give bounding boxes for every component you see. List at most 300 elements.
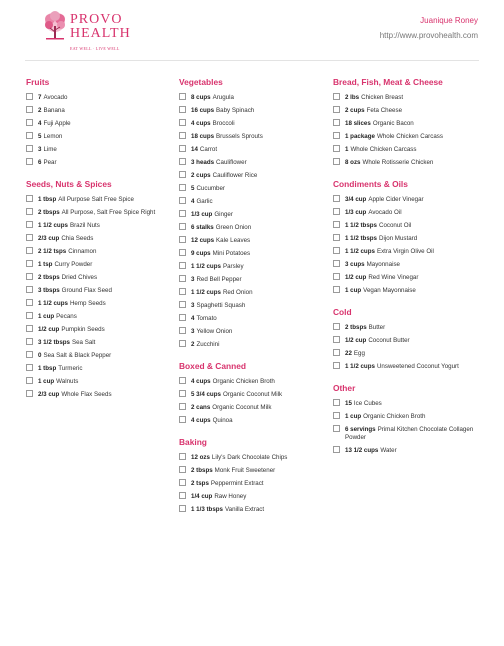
item-name: Kale Leaves bbox=[216, 236, 251, 244]
list-item bbox=[26, 158, 176, 171]
item-checkbox[interactable] bbox=[26, 145, 33, 152]
item-checkbox[interactable] bbox=[26, 208, 33, 215]
list-item bbox=[179, 301, 329, 314]
list-item bbox=[26, 273, 176, 286]
item-text bbox=[191, 327, 232, 336]
item-text bbox=[38, 119, 71, 128]
list-item bbox=[179, 184, 329, 197]
category-list-other bbox=[333, 399, 493, 459]
item-quantity: 9 cups bbox=[191, 249, 211, 257]
item-checkbox[interactable] bbox=[26, 299, 33, 306]
item-checkbox[interactable] bbox=[333, 234, 340, 241]
item-text bbox=[191, 262, 244, 271]
item-checkbox[interactable] bbox=[333, 221, 340, 228]
item-text bbox=[345, 119, 414, 128]
item-text bbox=[38, 221, 100, 230]
item-checkbox[interactable] bbox=[333, 399, 340, 406]
item-quantity: 1 cup bbox=[345, 286, 362, 294]
item-quantity: 3/4 cup bbox=[345, 195, 367, 203]
item-text bbox=[191, 106, 254, 115]
item-checkbox[interactable] bbox=[179, 275, 186, 282]
item-text bbox=[191, 288, 253, 297]
list-item bbox=[333, 119, 493, 132]
item-text bbox=[191, 184, 225, 193]
item-name: Feta Cheese bbox=[366, 106, 403, 114]
tree-logo-icon bbox=[40, 10, 70, 44]
list-item bbox=[26, 132, 176, 145]
item-quantity: 2 tsps bbox=[191, 479, 209, 487]
item-text bbox=[191, 93, 234, 102]
item-quantity: 5 bbox=[191, 184, 195, 192]
item-quantity: 1 package bbox=[345, 132, 375, 140]
list-item bbox=[179, 223, 329, 236]
item-checkbox[interactable] bbox=[179, 93, 186, 100]
list-item bbox=[26, 247, 176, 260]
item-name: Whole Chicken Carcass bbox=[350, 145, 417, 153]
item-checkbox[interactable] bbox=[179, 505, 186, 512]
list-item bbox=[333, 286, 493, 299]
item-checkbox[interactable] bbox=[333, 247, 340, 254]
item-checkbox[interactable] bbox=[179, 262, 186, 269]
list-item bbox=[179, 236, 329, 249]
item-name: Vegan Mayonnaise bbox=[363, 286, 416, 294]
item-text bbox=[191, 505, 264, 514]
item-checkbox[interactable] bbox=[179, 327, 186, 334]
item-name: Lime bbox=[43, 145, 57, 153]
item-checkbox[interactable] bbox=[333, 412, 340, 419]
item-name: Pecans bbox=[56, 312, 77, 320]
list-item bbox=[333, 260, 493, 273]
author-name: Juanique Roney bbox=[420, 16, 478, 25]
item-text bbox=[345, 145, 416, 154]
item-quantity: 4 bbox=[191, 197, 195, 205]
item-checkbox[interactable] bbox=[333, 425, 340, 432]
item-checkbox[interactable] bbox=[26, 377, 33, 384]
item-checkbox[interactable] bbox=[333, 119, 340, 126]
item-checkbox[interactable] bbox=[26, 364, 33, 371]
item-checkbox[interactable] bbox=[26, 338, 33, 345]
item-quantity: 2 bbox=[38, 106, 42, 114]
category-list-cold bbox=[333, 323, 493, 375]
item-name: Egg bbox=[353, 349, 365, 357]
item-checkbox[interactable] bbox=[179, 184, 186, 191]
item-checkbox[interactable] bbox=[333, 362, 340, 369]
column-3 bbox=[333, 77, 493, 459]
list-item bbox=[179, 403, 329, 416]
item-checkbox[interactable] bbox=[179, 479, 186, 486]
list-item bbox=[179, 197, 329, 210]
item-text bbox=[345, 273, 418, 282]
item-quantity: 1 1/2 cups bbox=[38, 221, 68, 229]
list-item bbox=[179, 288, 329, 301]
item-text bbox=[345, 412, 425, 421]
item-text bbox=[345, 93, 403, 102]
item-checkbox[interactable] bbox=[179, 377, 186, 384]
item-name: Banana bbox=[43, 106, 65, 114]
item-checkbox[interactable] bbox=[26, 312, 33, 319]
item-name: Unsweetened Coconut Yogurt bbox=[376, 362, 459, 370]
item-text bbox=[345, 221, 411, 230]
list-item bbox=[333, 145, 493, 158]
item-text bbox=[191, 223, 251, 232]
list-item bbox=[333, 221, 493, 234]
list-item bbox=[26, 364, 176, 377]
category-list-condiments-and-oils bbox=[333, 195, 493, 299]
list-item bbox=[333, 349, 493, 362]
list-item bbox=[333, 336, 493, 349]
item-name: Red Onion bbox=[222, 288, 253, 296]
item-quantity: 12 ozs bbox=[191, 453, 210, 461]
category-list-bread-fish-meat-and-cheese bbox=[333, 93, 493, 171]
item-checkbox[interactable] bbox=[179, 403, 186, 410]
item-checkbox[interactable] bbox=[179, 314, 186, 321]
item-quantity: 1 1/2 tbsps bbox=[345, 221, 377, 229]
list-item bbox=[26, 208, 176, 221]
list-item bbox=[26, 260, 176, 273]
category-heading-baking: Baking bbox=[179, 437, 207, 447]
list-item bbox=[179, 479, 329, 492]
item-checkbox[interactable] bbox=[179, 119, 186, 126]
item-name: Walnuts bbox=[56, 377, 79, 385]
list-item bbox=[26, 377, 176, 390]
item-name: Raw Honey bbox=[214, 492, 247, 500]
list-item bbox=[26, 221, 176, 234]
item-checkbox[interactable] bbox=[26, 286, 33, 293]
list-item bbox=[333, 195, 493, 208]
item-name: Cucumber bbox=[196, 184, 225, 192]
item-name: Apple Cider Vinegar bbox=[368, 195, 424, 203]
item-name: Ice Cubes bbox=[353, 399, 382, 407]
list-item bbox=[179, 505, 329, 518]
list-item bbox=[179, 327, 329, 340]
item-quantity: 1 cup bbox=[38, 312, 55, 320]
item-checkbox[interactable] bbox=[179, 106, 186, 113]
item-text bbox=[38, 247, 96, 256]
list-item bbox=[333, 446, 493, 459]
item-text bbox=[38, 273, 97, 282]
category-list-boxed-and-canned bbox=[179, 377, 329, 429]
item-checkbox[interactable] bbox=[179, 301, 186, 308]
list-item bbox=[333, 362, 493, 375]
item-name: Spaghetti Squash bbox=[196, 301, 246, 309]
item-quantity: 1 1/2 cups bbox=[38, 299, 68, 307]
item-text bbox=[345, 208, 402, 217]
item-checkbox[interactable] bbox=[333, 158, 340, 165]
item-name: Whole Rotisserie Chicken bbox=[362, 158, 434, 166]
item-checkbox[interactable] bbox=[333, 260, 340, 267]
item-quantity: 3 tbsps bbox=[38, 286, 60, 294]
item-text bbox=[345, 260, 400, 269]
item-name: Cinnamon bbox=[68, 247, 97, 255]
item-checkbox[interactable] bbox=[26, 195, 33, 202]
item-name: Ground Flax Seed bbox=[61, 286, 112, 294]
item-checkbox[interactable] bbox=[179, 171, 186, 178]
item-quantity: 22 bbox=[345, 349, 352, 357]
list-item bbox=[179, 119, 329, 132]
logo-tagline: EAT WELL · LIVE WELL bbox=[70, 46, 120, 51]
item-quantity: 2 cups bbox=[345, 106, 365, 114]
item-checkbox[interactable] bbox=[333, 106, 340, 113]
item-text bbox=[38, 195, 134, 204]
item-text bbox=[191, 119, 235, 128]
item-checkbox[interactable] bbox=[333, 273, 340, 280]
item-text bbox=[38, 377, 78, 386]
item-text bbox=[38, 338, 95, 347]
list-item bbox=[179, 210, 329, 223]
item-quantity: 18 slices bbox=[345, 119, 371, 127]
list-item bbox=[179, 158, 329, 171]
item-name: Avocado Oil bbox=[368, 208, 402, 216]
item-name: Quinoa bbox=[212, 416, 233, 424]
category-heading-fruits: Fruits bbox=[26, 77, 50, 87]
item-quantity: 1 tbsp bbox=[38, 195, 57, 203]
list-item bbox=[179, 466, 329, 479]
item-checkbox[interactable] bbox=[333, 145, 340, 152]
item-name: Organic Coconut Milk bbox=[222, 390, 283, 398]
item-text bbox=[38, 260, 92, 269]
list-item bbox=[333, 399, 493, 412]
item-quantity: 1 1/3 tbsps bbox=[191, 505, 223, 513]
item-name: Baby Spinach bbox=[216, 106, 255, 114]
item-checkbox[interactable] bbox=[333, 132, 340, 139]
item-text bbox=[38, 364, 82, 373]
item-name: Pumpkin Seeds bbox=[61, 325, 105, 333]
item-name: Extra Virgin Olive Oil bbox=[376, 247, 434, 255]
list-item bbox=[179, 416, 329, 429]
item-name: Sea Salt & Black Pepper bbox=[43, 351, 112, 359]
item-checkbox[interactable] bbox=[26, 260, 33, 267]
item-text bbox=[191, 210, 233, 219]
item-name: Carrot bbox=[199, 145, 218, 153]
item-quantity: 1 1/2 tbsps bbox=[345, 234, 377, 242]
category-list-seeds-nuts-and-spices bbox=[26, 195, 176, 403]
item-name: Coconut Butter bbox=[368, 336, 410, 344]
item-checkbox[interactable] bbox=[26, 325, 33, 332]
item-text bbox=[191, 466, 275, 475]
item-checkbox[interactable] bbox=[179, 236, 186, 243]
list-item bbox=[179, 275, 329, 288]
item-checkbox[interactable] bbox=[179, 453, 186, 460]
category-heading-bread-fish-meat-and-cheese: Bread, Fish, Meat & Cheese bbox=[333, 77, 443, 87]
item-name: Mini Potatoes bbox=[212, 249, 251, 257]
provo-health-logo bbox=[40, 10, 160, 51]
item-checkbox[interactable] bbox=[26, 132, 33, 139]
item-quantity: 3 bbox=[191, 301, 195, 309]
item-checkbox[interactable] bbox=[179, 288, 186, 295]
item-name: Parsley bbox=[222, 262, 244, 270]
item-checkbox[interactable] bbox=[179, 390, 186, 397]
item-checkbox[interactable] bbox=[333, 93, 340, 100]
item-text bbox=[191, 301, 245, 310]
item-name: Garlic bbox=[196, 197, 213, 205]
item-quantity: 2/3 cup bbox=[38, 390, 60, 398]
column-1 bbox=[26, 77, 176, 403]
page-header bbox=[0, 0, 504, 60]
item-name: Cauliflower bbox=[216, 158, 247, 166]
item-name: Zucchini bbox=[196, 340, 220, 348]
item-name: Hemp Seeds bbox=[69, 299, 106, 307]
item-checkbox[interactable] bbox=[26, 247, 33, 254]
item-text bbox=[345, 158, 433, 167]
list-item bbox=[26, 338, 176, 351]
item-text bbox=[38, 312, 77, 321]
item-quantity: 2 bbox=[191, 340, 195, 348]
item-name: Pear bbox=[43, 158, 57, 166]
item-checkbox[interactable] bbox=[179, 158, 186, 165]
item-quantity: 3 1/2 tbsps bbox=[38, 338, 70, 346]
item-checkbox[interactable] bbox=[333, 208, 340, 215]
category-list-vegetables bbox=[179, 93, 329, 353]
item-checkbox[interactable] bbox=[26, 351, 33, 358]
item-text bbox=[345, 132, 443, 141]
item-checkbox[interactable] bbox=[26, 234, 33, 241]
category-list-baking bbox=[179, 453, 329, 518]
list-item bbox=[333, 93, 493, 106]
list-item bbox=[179, 390, 329, 403]
item-checkbox[interactable] bbox=[179, 416, 186, 423]
item-checkbox[interactable] bbox=[333, 323, 340, 330]
item-checkbox[interactable] bbox=[26, 273, 33, 280]
item-checkbox[interactable] bbox=[26, 158, 33, 165]
item-text bbox=[38, 351, 111, 360]
item-checkbox[interactable] bbox=[333, 446, 340, 453]
item-checkbox[interactable] bbox=[179, 210, 186, 217]
list-item bbox=[26, 390, 176, 403]
item-text bbox=[345, 247, 434, 256]
item-text bbox=[191, 197, 213, 206]
item-text bbox=[38, 145, 57, 154]
list-item bbox=[333, 234, 493, 247]
item-quantity: 2 tbsps bbox=[38, 273, 60, 281]
item-quantity: 1/4 cup bbox=[191, 492, 213, 500]
item-quantity: 1/3 cup bbox=[345, 208, 367, 216]
item-checkbox[interactable] bbox=[179, 145, 186, 152]
item-quantity: 1/2 cup bbox=[345, 336, 367, 344]
item-name: Lily's Dark Chocolate Chips bbox=[211, 453, 288, 461]
item-name: Whole Flax Seeds bbox=[61, 390, 112, 398]
item-quantity: 2 tbsps bbox=[38, 208, 60, 216]
item-text bbox=[191, 479, 264, 488]
item-checkbox[interactable] bbox=[333, 195, 340, 202]
item-text bbox=[38, 299, 106, 308]
item-quantity: 1 cup bbox=[38, 377, 55, 385]
item-quantity: 3 bbox=[191, 327, 195, 335]
item-quantity: 8 ozs bbox=[345, 158, 361, 166]
item-checkbox[interactable] bbox=[26, 390, 33, 397]
item-checkbox[interactable] bbox=[179, 492, 186, 499]
item-name: Broccoli bbox=[212, 119, 235, 127]
item-text bbox=[38, 390, 112, 399]
item-quantity: 0 bbox=[38, 351, 42, 359]
list-item bbox=[179, 249, 329, 262]
list-item bbox=[333, 273, 493, 286]
logo-line-1: PROVO bbox=[70, 12, 123, 27]
item-text bbox=[38, 234, 93, 243]
item-text bbox=[345, 106, 402, 115]
website-link[interactable]: http://www.provohealth.com bbox=[379, 31, 478, 40]
item-quantity: 1/2 cup bbox=[345, 273, 367, 281]
list-item bbox=[333, 323, 493, 336]
item-quantity: 2 tbsps bbox=[345, 323, 367, 331]
item-text bbox=[191, 403, 271, 412]
list-item bbox=[26, 312, 176, 325]
item-name: Organic Coconut Milk bbox=[212, 403, 272, 411]
item-name: All Purpose Salt Free Spice bbox=[58, 195, 134, 203]
item-checkbox[interactable] bbox=[26, 93, 33, 100]
item-checkbox[interactable] bbox=[333, 286, 340, 293]
item-name: Chicken Breast bbox=[361, 93, 404, 101]
item-text bbox=[191, 158, 247, 167]
item-name: Dijon Mustard bbox=[378, 234, 418, 242]
item-name: Fuji Apple bbox=[43, 119, 71, 127]
item-quantity: 5 3/4 cups bbox=[191, 390, 221, 398]
list-item bbox=[26, 93, 176, 106]
item-checkbox[interactable] bbox=[179, 249, 186, 256]
item-text bbox=[191, 416, 233, 425]
item-text bbox=[38, 158, 57, 167]
item-quantity: 15 bbox=[345, 399, 352, 407]
item-text bbox=[191, 132, 263, 141]
item-checkbox[interactable] bbox=[179, 223, 186, 230]
item-name: Organic Chicken Broth bbox=[212, 377, 275, 385]
list-item bbox=[333, 208, 493, 221]
item-text bbox=[191, 314, 217, 323]
list-item bbox=[333, 158, 493, 171]
item-name: Organic Chicken Broth bbox=[363, 412, 426, 420]
item-name: Monk Fruit Sweetener bbox=[214, 466, 276, 474]
item-name: Whole Chicken Carcass bbox=[376, 132, 443, 140]
item-checkbox[interactable] bbox=[179, 340, 186, 347]
item-quantity: 7 bbox=[38, 93, 42, 101]
item-checkbox[interactable] bbox=[333, 349, 340, 356]
item-checkbox[interactable] bbox=[26, 106, 33, 113]
item-name: Mayonnaise bbox=[366, 260, 400, 268]
item-name: Water bbox=[380, 446, 397, 454]
item-checkbox[interactable] bbox=[179, 132, 186, 139]
item-quantity: 1 tsp bbox=[38, 260, 53, 268]
item-name: Dried Chives bbox=[61, 273, 98, 281]
item-text bbox=[191, 390, 282, 399]
item-quantity: 1 cup bbox=[345, 412, 362, 420]
item-text bbox=[38, 132, 62, 141]
item-quantity: 2 tbsps bbox=[191, 466, 213, 474]
item-name: Red Wine Vinegar bbox=[368, 273, 419, 281]
item-checkbox[interactable] bbox=[26, 221, 33, 228]
item-quantity: 2 1/2 tsps bbox=[38, 247, 67, 255]
list-item bbox=[179, 171, 329, 184]
item-name: Lemon bbox=[43, 132, 63, 140]
item-quantity: 1 1/2 cups bbox=[191, 288, 221, 296]
item-text bbox=[345, 399, 382, 408]
item-quantity: 3 bbox=[38, 145, 42, 153]
item-quantity: 1 1/2 cups bbox=[345, 247, 375, 255]
list-item bbox=[179, 314, 329, 327]
item-checkbox[interactable] bbox=[179, 197, 186, 204]
item-quantity: 8 cups bbox=[191, 93, 211, 101]
item-quantity: 16 cups bbox=[191, 106, 215, 114]
category-heading-boxed-and-canned: Boxed & Canned bbox=[179, 361, 247, 371]
item-text bbox=[191, 249, 250, 258]
item-checkbox[interactable] bbox=[333, 336, 340, 343]
list-item bbox=[333, 132, 493, 145]
column-2 bbox=[179, 77, 329, 518]
category-heading-condiments-and-oils: Condiments & Oils bbox=[333, 179, 408, 189]
item-checkbox[interactable] bbox=[26, 119, 33, 126]
item-checkbox[interactable] bbox=[179, 466, 186, 473]
item-quantity: 14 bbox=[191, 145, 198, 153]
item-text bbox=[345, 234, 417, 243]
category-heading-vegetables: Vegetables bbox=[179, 77, 223, 87]
